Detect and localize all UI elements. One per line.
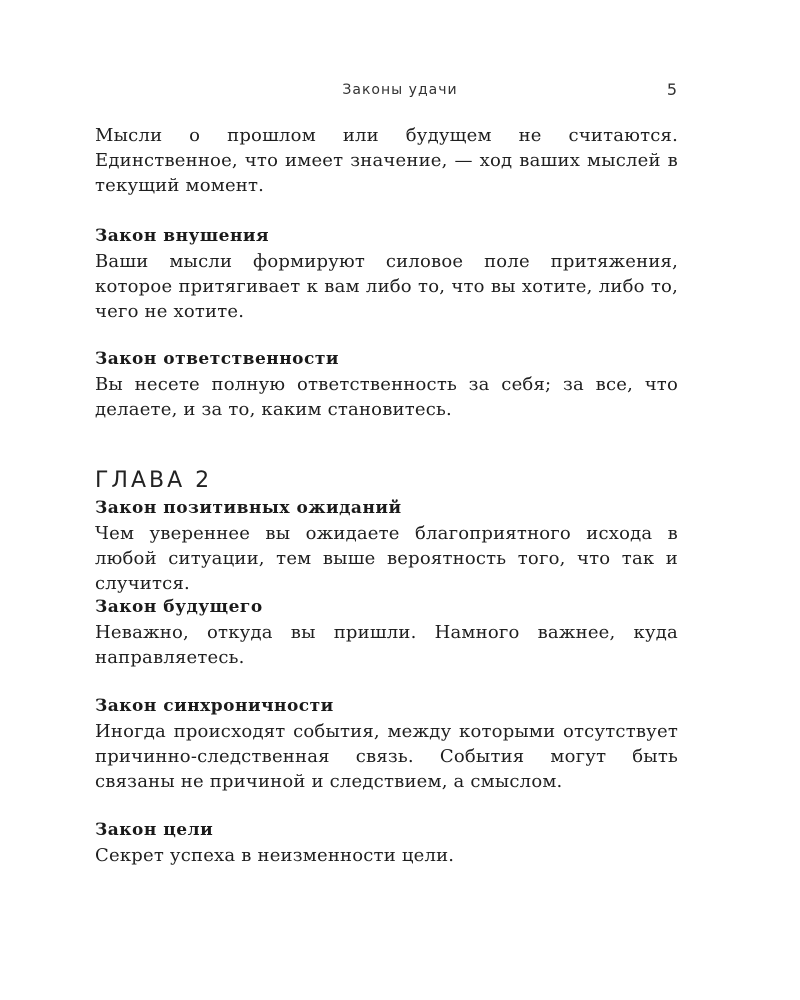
law-title-synchronicity: Закон синхроничности (95, 696, 334, 716)
law-text-positive-expectations: Чем увереннее вы ожидаете благоприятного исхода в любой ситуации, тем выше вероятность того, что так и случится. (95, 523, 678, 594)
law-title-suggestion: Закон внушения (95, 226, 270, 246)
law-text-responsibility: Вы несете полную ответственность за себя; за все, что делаете, и за то, каким становитесь. (95, 374, 678, 420)
intro-paragraph: Мысли о прошлом или будущем не считаются. Единственное, что имеет значение, — ход ваших мыслей в текущий момент. (95, 125, 678, 196)
law-text-future: Неважно, откуда вы пришли. Намного важнее, куда направляетесь. (95, 622, 678, 668)
law-title-future: Закон будущего (95, 597, 263, 617)
law-title-positive-expectations: Закон позитивных ожиданий (95, 498, 402, 518)
law-text-suggestion: Ваши мысли формируют силовое поле притяжения, которое притягивает к вам либо то, что вы хотите, либо то, чего не хотите. (95, 251, 678, 322)
chapter-heading: ГЛАВА 2 (95, 468, 213, 493)
running-header (0, 80, 800, 104)
law-text-synchronicity: Иногда происходят события, между которыми отсутствует причинно-следственная связь. События могут быть связаны не причиной и следствием, а смыслом. (95, 721, 678, 792)
running-title: Законы удачи (342, 82, 458, 98)
law-title-responsibility: Закон ответственности (95, 349, 340, 369)
page-number: 5 (666, 80, 678, 99)
law-text-purpose: Секрет успеха в неизменности цели. (95, 845, 455, 866)
law-title-purpose: Закон цели (95, 820, 214, 840)
